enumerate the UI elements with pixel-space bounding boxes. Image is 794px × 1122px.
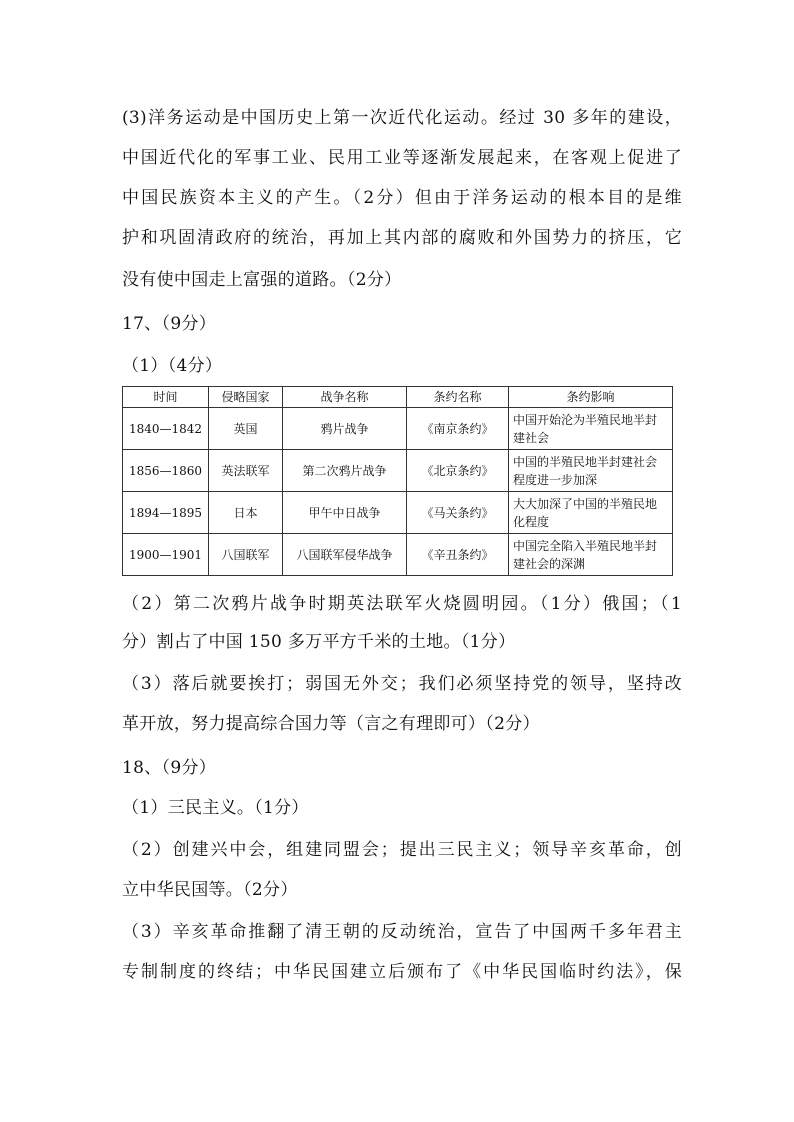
cell-time: 1900—1901 bbox=[123, 534, 209, 576]
cell-war: 甲午中日战争 bbox=[283, 492, 407, 534]
table-row bbox=[123, 450, 673, 492]
cell-country: 日本 bbox=[209, 492, 283, 534]
table-row bbox=[123, 534, 673, 576]
q17-part2-line: （2）第二次鸦片战争时期英法联军火烧圆明园。（1分）俄国；（1 bbox=[122, 594, 682, 614]
cell-time: 1894—1895 bbox=[123, 492, 209, 534]
treaty-table bbox=[122, 386, 673, 576]
header-treaty: 条约名称 bbox=[407, 387, 509, 408]
cell-war: 第二次鸦片战争 bbox=[283, 450, 407, 492]
q17-part2-line: 分）割占了中国 150 多万平方千米的土地。（1分） bbox=[122, 632, 516, 652]
cell-treaty: 《南京条约》 bbox=[407, 408, 509, 450]
cell-treaty: 《辛丑条约》 bbox=[407, 534, 509, 576]
cell-war: 八国联军侵华战争 bbox=[283, 534, 407, 576]
q18-part3-line: （3）辛亥革命推翻了清王朝的反动统治，宣告了中国两千多年君主 bbox=[122, 922, 682, 942]
q18-part1: （1）三民主义。（1分） bbox=[122, 798, 309, 818]
cell-treaty: 《北京条约》 bbox=[407, 450, 509, 492]
table-row bbox=[123, 408, 673, 450]
table-header-row bbox=[123, 387, 673, 408]
cell-impact: 中国完全陷入半殖民地半封建社会的深渊 bbox=[509, 534, 673, 576]
table-row bbox=[123, 492, 673, 534]
cell-impact: 中国的半殖民地半封建社会程度进一步加深 bbox=[509, 450, 673, 492]
cell-country: 英国 bbox=[209, 408, 283, 450]
q18-part2-line: （2）创建兴中会，组建同盟会；提出三民主义；领导辛亥革命，创 bbox=[122, 840, 682, 860]
cell-time: 1840—1842 bbox=[123, 408, 209, 450]
cell-impact: 大大加深了中国的半殖民地化程度 bbox=[509, 492, 673, 534]
cell-treaty: 《马关条约》 bbox=[407, 492, 509, 534]
header-war: 战争名称 bbox=[283, 387, 407, 408]
q16-part3-line: 没有使中国走上富强的道路。（2分） bbox=[122, 270, 402, 290]
header-country: 侵略国家 bbox=[209, 387, 283, 408]
q17-heading: 17、（9分） bbox=[122, 314, 217, 334]
header-impact: 条约影响 bbox=[509, 387, 673, 408]
cell-impact: 中国开始沦为半殖民地半封建社会 bbox=[509, 408, 673, 450]
cell-war: 鸦片战争 bbox=[283, 408, 407, 450]
q18-part3-line: 专制制度的终结；中华民国建立后颁布了《中华民国临时约法》，保 bbox=[122, 962, 682, 982]
q16-part3-line: 中国近代化的军事工业、民用工业等逐渐发展起来，在客观上促进了 bbox=[122, 148, 682, 168]
q16-part3-line: 护和巩固清政府的统治，再加上其内部的腐败和外国势力的挤压，它 bbox=[122, 228, 682, 248]
q17-part1-label: （1）（4分） bbox=[122, 356, 223, 376]
header-time: 时间 bbox=[123, 387, 209, 408]
q17-part3-line: （3）落后就要挨打；弱国无外交；我们必须坚持党的领导，坚持改 bbox=[122, 674, 682, 694]
q16-part3-line: (3)洋务运动是中国历史上第一次近代化运动。经过 30 多年的建设， bbox=[122, 108, 682, 128]
q18-heading: 18、（9分） bbox=[122, 758, 217, 778]
cell-country: 八国联军 bbox=[209, 534, 283, 576]
cell-time: 1856—1860 bbox=[123, 450, 209, 492]
q17-part3-line: 革开放，努力提高综合国力等（言之有理即可）（2分） bbox=[122, 714, 540, 734]
cell-country: 英法联军 bbox=[209, 450, 283, 492]
q16-part3-line: 中国民族资本主义的产生。（2分）但由于洋务运动的根本目的是维 bbox=[122, 188, 682, 208]
q18-part2-line: 立中华民国等。（2分） bbox=[122, 880, 298, 900]
